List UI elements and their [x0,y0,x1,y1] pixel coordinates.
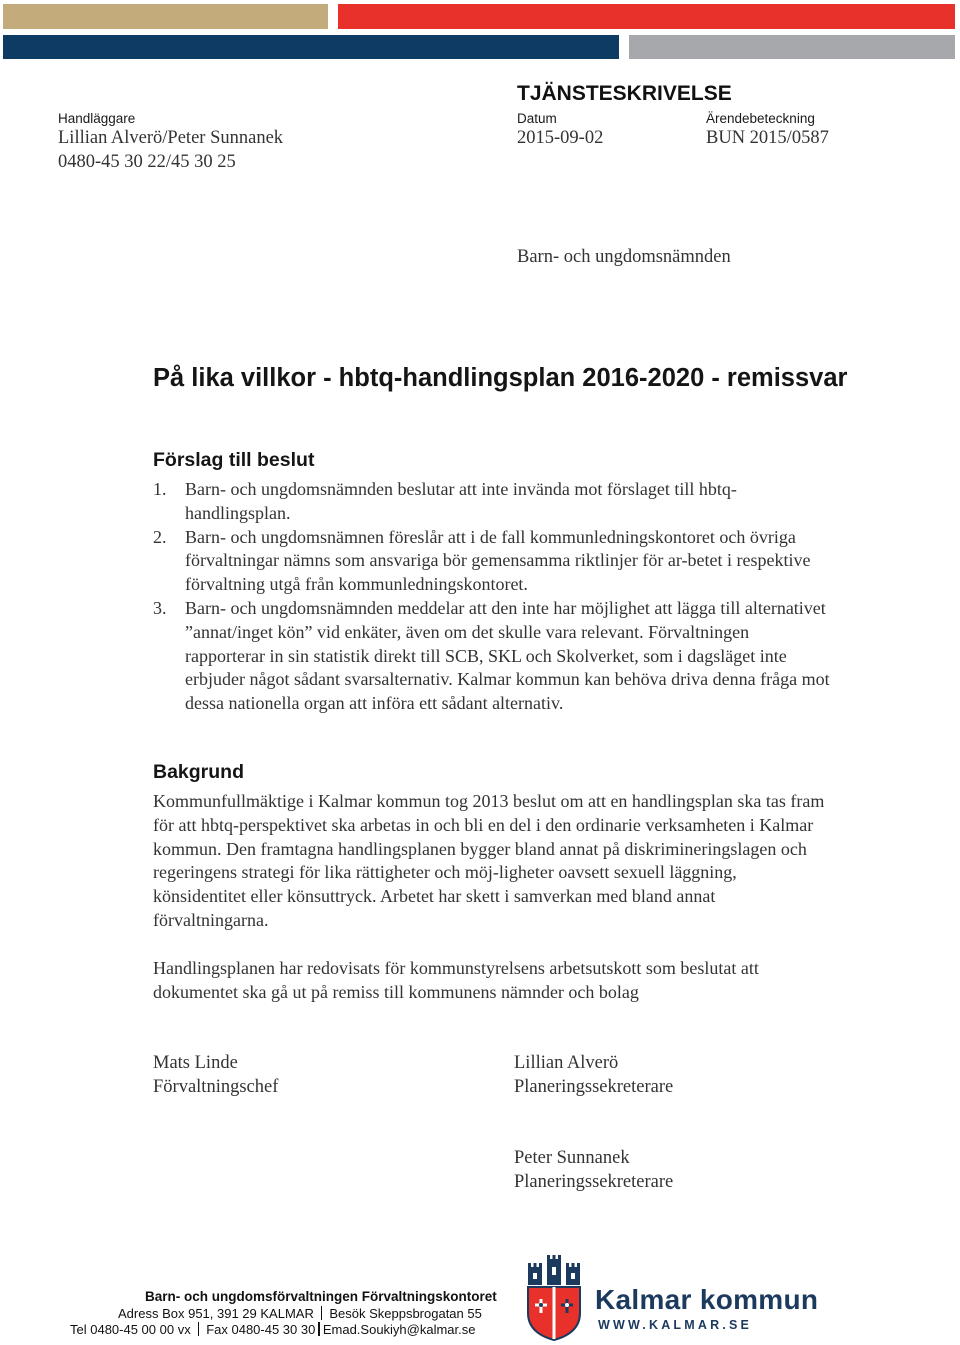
kalmar-coat-of-arms-icon [524,1255,584,1341]
bakgrund-paragraph-1: Kommunfullmäktige i Kalmar kommun tog 2013 beslut om att en handlingsplan ska tas fram för att hbtq-perspektivet ska arbetas in och bli en del i den ordinarie verksamheten i Kalmar kommun. Den framtagna handlingsplanen bygger bland annat på diskrimineringslagen och regeringens strategi för lika rättigheter och möj-ligheter oavsett sexuell läggning, könsidentitet eller könsuttryck. Arbetet har skett i samverkan med bland annat förvaltningarna. [153,791,825,930]
header-bar-navy [3,35,619,59]
footer-contact-line [70,1322,476,1337]
recipient: Barn- och ungdomsnämnden [517,247,731,267]
signature-role: Planeringssekreterare [514,1172,674,1192]
datum-label: Datum [517,111,557,126]
forslag-heading: Förslag till beslut [153,449,315,471]
kalmar-website-text: WWW.KALMAR.SE [598,1318,753,1332]
header-bar-red [338,4,955,29]
footer-separator [318,1322,320,1336]
list-item: 2. Barn- och ungdomsnämnen föreslår att i de fall kommunledningskontoret och övriga förvaltningar nämns som ansvariga bör gemensamma riktlinjer för ar-betet i respektive förvaltning utgå från kommunledningskontoret. [153,526,811,595]
signature-name: Mats Linde [153,1053,238,1073]
arende-value: BUN 2015/0587 [706,128,829,148]
list-item: 3. Barn- och ungdomsnämnden meddelar att den inte har möjlighet att lägga till alternativet ”annat/inget kön” vid enkäter, även om det skulle vara relevant. Förvaltningen rapporterar in sin statistik direkt till SCB, SKL och Skolverket, som i dagsläget inte erbjuder något sådant svarsalternativ. Kalmar kommun kan behöva driva denna fråga mot dessa nationella organ att införa ett sådant alternativ. [153,597,830,714]
header-bar-gold [3,4,328,29]
bakgrund-paragraph-2: Handlingsplanen har redovisats för kommunstyrelsens arbetsutskott som beslutat att dokumentet ska gå ut på remiss till kommunens nämnder och bolag [153,958,759,1002]
signature-mats-linde [153,1051,278,1099]
handlaggare-phone: 0480-45 30 22/45 30 25 [58,152,236,172]
footer-email: Emad.Soukiyh@kalmar.se [322,1322,476,1337]
arende-label: Ärendebeteckning [706,111,815,126]
list-item: 1. Barn- och ungdomsnämnden beslutar att inte invända mot förslaget till hbtq-handlingsplan. [153,479,737,523]
footer-separator [321,1306,323,1320]
footer-address-line [118,1306,482,1321]
bakgrund-heading: Bakgrund [153,761,245,783]
kalmar-kommun-logo-text: Kalmar kommun [595,1284,819,1315]
handlaggare-label: Handläggare [58,111,136,126]
footer-tel: Tel 0480-45 00 00 vx [70,1322,191,1337]
signature-role: Förvaltningschef [153,1077,279,1097]
footer-org: Barn- och ungdomsförvaltningen Förvaltningskontoret [145,1289,497,1304]
signature-lillian-alvero [514,1051,673,1099]
header-bar-gray [629,35,955,59]
signature-peter-sunnanek [514,1146,673,1194]
handlaggare-name: Lillian Alverö/Peter Sunnanek [58,128,284,148]
page-title: På lika villkor - hbtq-handlingsplan 2016-2020 - remissvar [153,364,848,392]
signature-name: Peter Sunnanek [514,1148,630,1168]
footer-visit: Besök Skeppsbrogatan 55 [329,1306,482,1321]
signature-role: Planeringssekreterare [514,1077,674,1097]
footer-separator [198,1322,200,1336]
signature-name: Lillian Alverö [514,1053,619,1073]
document-type: TJÄNSTESKRIVELSE [517,82,732,105]
footer-fax: Fax 0480-45 30 30 [206,1322,316,1337]
forslag-list [153,478,833,716]
datum-value: 2015-09-02 [517,128,604,148]
footer-address: Adress Box 951, 391 29 KALMAR [118,1306,314,1321]
